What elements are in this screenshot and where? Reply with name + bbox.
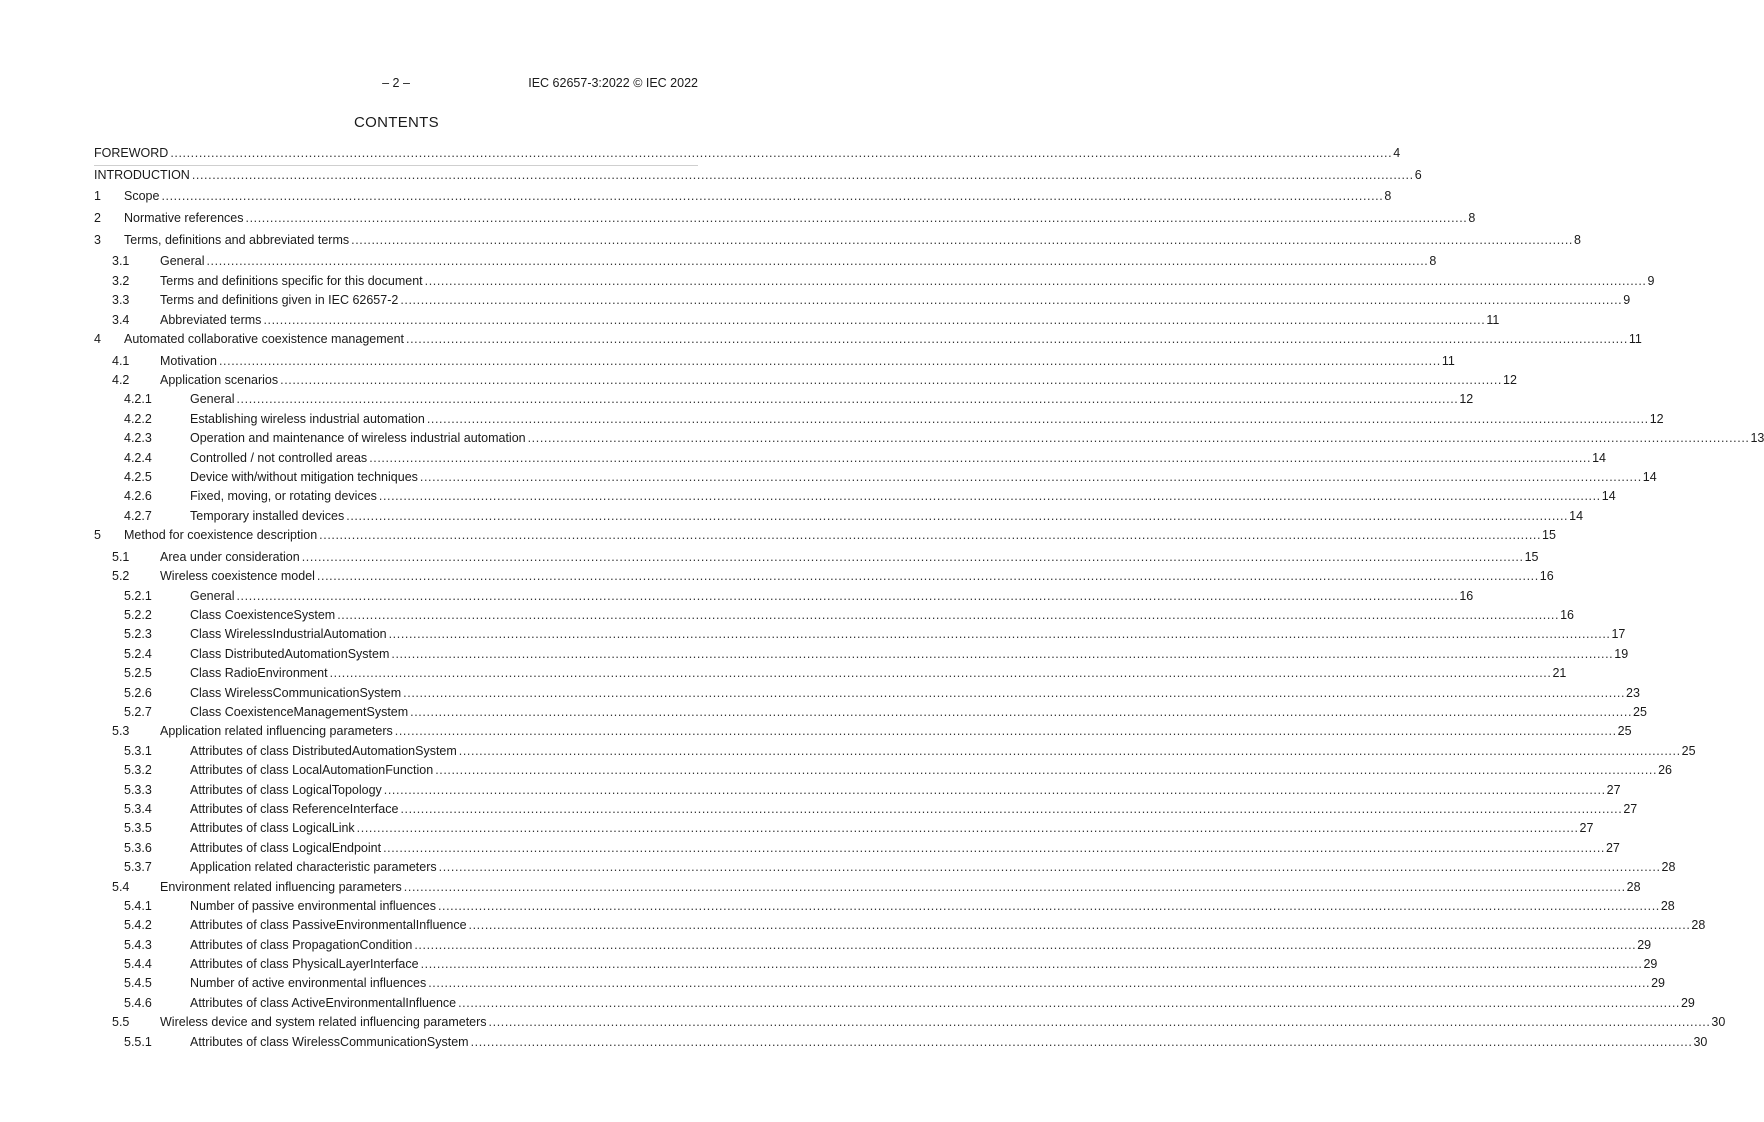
toc-entry-title: Fixed, moving, or rotating devices <box>190 489 377 504</box>
toc-entry[interactable] <box>94 390 1474 409</box>
toc-entry[interactable] <box>94 722 1632 741</box>
toc-entry-title: General <box>160 254 205 269</box>
dot-leader: ............................................................................................................................................................................................................................................................................................................ <box>316 569 1539 584</box>
toc-entry-number: 5.3.2 <box>124 763 152 778</box>
toc-entry-page: 29 <box>1637 937 1652 952</box>
toc-entry-line <box>190 918 1706 933</box>
toc-entry-line <box>160 373 1517 388</box>
toc-entry-page: 29 <box>1643 957 1658 972</box>
toc-entry-page: 13 <box>1750 431 1764 446</box>
toc-entry-title: General <box>190 588 235 603</box>
toc-entry-line <box>124 211 1476 226</box>
toc-entry[interactable] <box>94 606 1574 625</box>
toc-entry-number: 5.2.2 <box>124 608 152 623</box>
toc-entry-page: 23 <box>1626 685 1640 700</box>
toc-entry-page: 14 <box>1601 489 1616 504</box>
toc-entry-page: 12 <box>1503 373 1517 388</box>
toc-entry-line <box>190 646 1629 661</box>
toc-entry-line <box>160 312 1500 327</box>
dot-leader: ............................................................................................................................................................................................................................................................................................................ <box>383 782 1606 797</box>
toc-entry-title: Establishing wireless industrial automation <box>190 411 425 426</box>
toc-entry-title: Terms and definitions given in IEC 62657-2 <box>160 293 399 308</box>
toc-entry-page: 11 <box>1441 353 1455 368</box>
toc-entry-number: 5.3.5 <box>124 821 152 836</box>
dot-leader: ............................................................................................................................................................................................................................................................................................................ <box>400 801 1623 816</box>
toc-entry-title: Scope <box>124 189 160 204</box>
toc-entry-title: Number of active environmental influences <box>190 976 427 991</box>
toc-entry[interactable] <box>94 974 1666 993</box>
dot-leader: ............................................................................................................................................................................................................................................................................................................ <box>470 1034 1693 1049</box>
toc-entry-number: 5 <box>94 528 101 543</box>
dot-leader: ............................................................................................................................................................................................................................................................................................................ <box>414 937 1637 952</box>
toc-entry[interactable] <box>94 625 1626 644</box>
toc-entry-number: 5.4.3 <box>124 937 152 952</box>
dot-leader: ............................................................................................................................................................................................................................................................................................................ <box>435 763 1658 778</box>
toc-entry-number: 5.4.5 <box>124 976 152 991</box>
toc-entry-number: 5.3.1 <box>124 743 152 758</box>
dot-leader: ............................................................................................................................................................................................................................................................................................................ <box>419 470 1642 485</box>
toc-entry-number: 4 <box>94 332 101 346</box>
toc-entry-line <box>160 273 1655 288</box>
dot-leader: ............................................................................................................................................................................................................................................................................................................ <box>337 608 1560 623</box>
toc-entry-title: Attributes of class PropagationCondition <box>190 937 413 952</box>
toc-entry-line <box>124 528 1556 543</box>
dot-leader: ............................................................................................................................................................................................................................................................................................................ <box>369 450 1592 465</box>
toc-entry-title: Device with/without mitigation techniques <box>190 470 418 485</box>
dot-leader: ............................................................................................................................................................................................................................................................................................................ <box>319 528 1542 543</box>
toc-entry-title: Attributes of class LogicalLink <box>190 821 355 836</box>
toc-entry-title: Number of passive environmental influences <box>190 898 436 913</box>
dot-leader: ............................................................................................................................................................................................................................................................................................................ <box>236 392 1459 407</box>
toc-entry-number: 5.2 <box>112 569 130 584</box>
toc-entry-number: 4.2.4 <box>124 450 152 465</box>
dot-leader: ............................................................................................................................................................................................................................................................................................................ <box>420 957 1643 972</box>
toc-entry-line <box>160 353 1455 368</box>
dot-leader: ............................................................................................................................................................................................................................................................................................................ <box>438 860 1661 875</box>
toc-entry[interactable] <box>94 664 1567 683</box>
dot-leader: ............................................................................................................................................................................................................................................................................................................ <box>346 508 1569 523</box>
table-of-contents <box>94 144 1764 1052</box>
toc-entry-title: Attributes of class WirelessCommunicationSystem <box>190 1034 469 1049</box>
toc-entry-page: 27 <box>1605 840 1620 855</box>
dot-leader: ............................................................................................................................................................................................................................................................................................................ <box>400 293 1623 308</box>
toc-entry-page: 29 <box>1680 995 1695 1010</box>
toc-entry-line <box>190 743 1696 758</box>
toc-entry[interactable] <box>94 311 1500 330</box>
toc-entry-title: General <box>190 392 235 407</box>
toc-entry-page: 16 <box>1539 569 1554 584</box>
toc-entry-title: Attributes of class LocalAutomationFunction <box>190 763 434 778</box>
toc-entry[interactable] <box>94 187 1392 209</box>
toc-entry-page: 8 <box>1429 254 1437 269</box>
toc-entry[interactable] <box>94 468 1657 487</box>
toc-entry-title: Operation and maintenance of wireless industrial automation <box>190 431 526 446</box>
toc-entry-number: 5.4.1 <box>124 898 152 913</box>
toc-entry-title: Abbreviated terms <box>160 312 262 327</box>
dot-leader: ............................................................................................................................................................................................................................................................................................................ <box>378 489 1601 504</box>
page-number: – 2 – <box>382 76 410 90</box>
toc-entry-title: Controlled / not controlled areas <box>190 450 368 465</box>
toc-entry[interactable] <box>94 567 1554 586</box>
toc-entry-number: 3.1 <box>112 254 130 269</box>
toc-entry-page: 15 <box>1524 549 1539 564</box>
toc-entry-number: 5.4.2 <box>124 918 152 933</box>
toc-entry-title: Normative references <box>124 211 244 226</box>
toc-entry-title: Attributes of class LogicalTopology <box>190 782 382 797</box>
toc-entry[interactable] <box>94 897 1675 916</box>
toc-entry-page: 8 <box>1468 211 1476 226</box>
toc-entry-title: Motivation <box>160 353 217 368</box>
dot-leader: ............................................................................................................................................................................................................................................................................................................ <box>383 840 1605 855</box>
dot-leader: ............................................................................................................................................................................................................................................................................................................ <box>263 312 1486 327</box>
toc-entry[interactable] <box>94 252 1437 271</box>
toc-entry[interactable] <box>94 352 1455 371</box>
toc-entry-line <box>190 840 1620 855</box>
toc-entry-line <box>190 450 1606 465</box>
toc-entry-line <box>190 995 1695 1010</box>
toc-entry-number: 5.2.5 <box>124 666 152 681</box>
toc-entry[interactable] <box>94 231 1581 253</box>
toc-entry-number: 4.2.1 <box>124 392 152 407</box>
toc-entry[interactable] <box>94 272 1655 291</box>
toc-entry-page: 16 <box>1560 608 1574 623</box>
toc-entry-page: 8 <box>1384 189 1392 204</box>
dot-leader: ............................................................................................................................................................................................................................................................................................................ <box>301 549 1524 564</box>
toc-entry-number: 5.2.6 <box>124 685 152 700</box>
document-reference: IEC 62657-3:2022 © IEC 2022 <box>528 76 698 90</box>
dot-leader: ............................................................................................................................................................................................................................................................................................................ <box>280 373 1502 388</box>
dot-leader: ............................................................................................................................................................................................................................................................................................................ <box>403 685 1626 700</box>
toc-entry[interactable] <box>94 487 1616 506</box>
toc-entry-page: 25 <box>1681 743 1696 758</box>
toc-entry-page: 21 <box>1552 666 1567 681</box>
toc-entry[interactable] <box>94 144 1401 166</box>
toc-entry[interactable] <box>94 330 1642 352</box>
dot-leader: ............................................................................................................................................................................................................................................................................................................ <box>527 431 1750 446</box>
toc-entry-page: 29 <box>1651 976 1666 991</box>
toc-entry[interactable] <box>94 684 1640 703</box>
toc-entry-number: 3.3 <box>112 293 130 308</box>
contents-title: CONTENTS <box>354 114 439 131</box>
toc-entry-title: Environment related influencing parameters <box>160 879 402 894</box>
toc-entry[interactable] <box>94 429 1764 448</box>
toc-entry-page: 26 <box>1658 763 1672 778</box>
dot-leader: ............................................................................................................................................................................................................................................................................................................ <box>458 995 1680 1010</box>
toc-entry-number: 5.2.1 <box>124 588 152 603</box>
toc-entry-line <box>190 392 1474 407</box>
toc-entry-title: Attributes of class ReferenceInterface <box>190 801 399 816</box>
toc-entry-number: 4.2.2 <box>124 411 152 426</box>
toc-entry-page: 15 <box>1542 528 1556 543</box>
toc-entry-page: 19 <box>1614 646 1629 661</box>
toc-entry-number: 3 <box>94 232 101 247</box>
toc-entry-title: Terms and definitions specific for this document <box>160 273 423 288</box>
toc-entry-title: INTRODUCTION <box>94 167 190 182</box>
toc-entry[interactable] <box>94 1033 1708 1052</box>
toc-entry-title: Attributes of class DistributedAutomationSystem <box>190 743 457 758</box>
toc-entry-page: 28 <box>1691 918 1706 933</box>
toc-entry-title: Application scenarios <box>160 373 279 388</box>
dot-leader: ............................................................................................................................................................................................................................................................................................................ <box>406 332 1628 346</box>
toc-entry-page: 12 <box>1649 411 1664 426</box>
toc-entry[interactable] <box>94 878 1641 897</box>
toc-entry-page: 25 <box>1617 724 1632 739</box>
toc-entry[interactable] <box>94 742 1696 761</box>
toc-entry-line <box>190 705 1647 720</box>
toc-entry-line <box>190 782 1621 797</box>
dot-leader: ............................................................................................................................................................................................................................................................................................................ <box>351 232 1573 247</box>
toc-entry-title: Temporary installed devices <box>190 508 345 523</box>
dot-leader: ............................................................................................................................................................................................................................................................................................................ <box>428 976 1651 991</box>
toc-entry[interactable] <box>94 936 1652 955</box>
toc-entry[interactable] <box>94 410 1664 429</box>
toc-entry[interactable] <box>94 291 1631 310</box>
toc-entry-title: Terms, definitions and abbreviated terms <box>124 232 350 247</box>
toc-entry-number: 5.5 <box>112 1015 130 1030</box>
toc-entry[interactable] <box>94 209 1476 231</box>
toc-entry-number: 5.3.7 <box>124 860 152 875</box>
toc-entry-page: 28 <box>1661 860 1676 875</box>
toc-entry-page: 28 <box>1626 879 1641 894</box>
toc-entry-line <box>190 685 1640 700</box>
dot-leader: ............................................................................................................................................................................................................................................................................................................ <box>218 353 1441 368</box>
toc-entry-title: Attributes of class PassiveEnvironmentalInfluence <box>190 918 467 933</box>
toc-entry[interactable] <box>94 819 1594 838</box>
toc-entry-line <box>94 146 1401 160</box>
toc-entry-page: 12 <box>1459 392 1474 407</box>
toc-entry-title: Application related influencing parameters <box>160 724 393 739</box>
toc-entry[interactable] <box>94 1013 1726 1032</box>
toc-entry-page: 14 <box>1642 470 1657 485</box>
toc-entry-line <box>190 937 1652 952</box>
toc-entry-page: 16 <box>1459 588 1474 603</box>
toc-entry-line <box>124 332 1642 346</box>
toc-entry-page: 14 <box>1569 508 1584 523</box>
toc-entry-line <box>190 608 1574 623</box>
toc-entry-line <box>160 569 1554 584</box>
toc-entry[interactable] <box>94 994 1695 1013</box>
dot-leader: ............................................................................................................................................................................................................................................................................................................ <box>170 146 1393 160</box>
dot-leader: ............................................................................................................................................................................................................................................................................................................ <box>356 821 1579 836</box>
toc-entry[interactable] <box>94 955 1658 974</box>
toc-entry-line <box>190 801 1638 816</box>
toc-entry-line <box>190 508 1584 523</box>
toc-entry-title: Class CoexistenceManagementSystem <box>190 705 409 720</box>
toc-entry-title: FOREWORD <box>94 146 169 160</box>
toc-entry-line <box>190 763 1672 778</box>
toc-entry-number: 5.3.4 <box>124 801 152 816</box>
toc-entry-number: 5.4.4 <box>124 957 152 972</box>
toc-entry-number: 3.4 <box>112 312 130 327</box>
toc-entry-title: Application related characteristic parameters <box>190 860 437 875</box>
toc-entry-number: 5.2.7 <box>124 705 152 720</box>
toc-entry-line <box>190 627 1626 642</box>
toc-entry-line <box>190 1034 1708 1049</box>
toc-entry-page: 9 <box>1623 293 1631 308</box>
dot-leader: ............................................................................................................................................................................................................................................................................................................ <box>410 705 1633 720</box>
dot-leader: ............................................................................................................................................................................................................................................................................................................ <box>206 254 1429 269</box>
toc-entry-line <box>160 254 1437 269</box>
dot-leader: ............................................................................................................................................................................................................................................................................................................ <box>191 167 1414 182</box>
toc-entry-page: 25 <box>1633 705 1647 720</box>
toc-entry[interactable] <box>94 526 1556 548</box>
toc-entry-line <box>190 470 1657 485</box>
toc-entry-page: 27 <box>1606 782 1621 797</box>
toc-entry-line <box>190 411 1664 426</box>
toc-entry[interactable] <box>94 800 1638 819</box>
toc-entry-line <box>190 431 1764 446</box>
toc-entry-title: Class CoexistenceSystem <box>190 608 336 623</box>
toc-entry-number: 4.2.3 <box>124 431 152 446</box>
toc-entry-number: 5.3.3 <box>124 782 152 797</box>
toc-entry-number: 4.2.5 <box>124 470 152 485</box>
toc-entry-line <box>190 976 1666 991</box>
toc-entry-number: 4.1 <box>112 353 130 368</box>
dot-leader: ............................................................................................................................................................................................................................................................................................................ <box>391 646 1614 661</box>
toc-entry-title: Automated collaborative coexistence management <box>124 332 405 346</box>
dot-leader: ............................................................................................................................................................................................................................................................................................................ <box>468 918 1691 933</box>
toc-entry-page: 11 <box>1486 312 1500 327</box>
dot-leader: ............................................................................................................................................................................................................................................................................................................ <box>437 898 1660 913</box>
toc-entry-number: 3.2 <box>112 273 130 288</box>
toc-entry[interactable] <box>94 166 1422 188</box>
toc-entry-line <box>124 189 1392 204</box>
toc-entry-page: 30 <box>1693 1034 1708 1049</box>
toc-entry-title: Area under consideration <box>160 549 300 564</box>
toc-entry-page: 30 <box>1711 1015 1726 1030</box>
toc-entry[interactable] <box>94 548 1539 567</box>
toc-entry[interactable] <box>94 645 1629 664</box>
toc-entry-number: 5.4 <box>112 879 130 894</box>
toc-entry-title: Wireless device and system related influencing parameters <box>160 1015 487 1030</box>
toc-entry-line <box>124 232 1581 247</box>
toc-entry-page: 27 <box>1623 801 1638 816</box>
toc-entry[interactable] <box>94 761 1672 780</box>
toc-entry-title: Wireless coexistence model <box>160 569 315 584</box>
toc-entry-title: Attributes of class PhysicalLayerInterface <box>190 957 419 972</box>
dot-leader: ............................................................................................................................................................................................................................................................................................................ <box>388 627 1611 642</box>
toc-entry-number: 5.5.1 <box>124 1034 152 1049</box>
toc-entry-title: Class RadioEnvironment <box>190 666 328 681</box>
dot-leader: ............................................................................................................................................................................................................................................................................................................ <box>403 879 1626 894</box>
toc-entry[interactable] <box>94 703 1647 722</box>
toc-entry-page: 6 <box>1414 167 1422 182</box>
dot-leader: ............................................................................................................................................................................................................................................................................................................ <box>245 211 1468 226</box>
toc-entry[interactable] <box>94 781 1621 800</box>
toc-entry-page: 27 <box>1579 821 1594 836</box>
toc-entry-title: Class WirelessIndustrialAutomation <box>190 627 387 642</box>
toc-entry-number: 5.2.3 <box>124 627 152 642</box>
toc-entry[interactable] <box>94 371 1517 390</box>
toc-entry-number: 5.3.6 <box>124 840 152 855</box>
toc-entry-line <box>160 1015 1726 1030</box>
toc-entry-line <box>160 293 1631 308</box>
toc-entry-number: 5.1 <box>112 549 130 564</box>
dot-leader: ............................................................................................................................................................................................................................................................................................................ <box>236 588 1459 603</box>
toc-entry-line <box>190 898 1675 913</box>
toc-entry-title: Method for coexistence description <box>124 528 318 543</box>
toc-entry-page: 14 <box>1592 450 1606 465</box>
toc-entry-number: 5.2.4 <box>124 646 152 661</box>
page-header <box>94 76 698 92</box>
toc-entry-number: 4.2.6 <box>124 489 152 504</box>
toc-entry-number: 5.4.6 <box>124 995 152 1010</box>
dot-leader: ............................................................................................................................................................................................................................................................................................................ <box>394 724 1617 739</box>
toc-entry-line <box>190 957 1658 972</box>
toc-entry-number: 2 <box>94 211 101 226</box>
toc-entry-line <box>190 489 1616 504</box>
toc-entry-line <box>190 588 1474 603</box>
toc-entry-line <box>160 724 1632 739</box>
toc-entry[interactable] <box>94 858 1676 877</box>
toc-entry-page: 28 <box>1660 898 1675 913</box>
dot-leader: ............................................................................................................................................................................................................................................................................................................ <box>329 666 1552 681</box>
toc-entry-page: 8 <box>1574 232 1581 247</box>
toc-entry[interactable] <box>94 839 1620 858</box>
toc-entry-number: 4.2 <box>112 373 130 388</box>
dot-leader: ............................................................................................................................................................................................................................................................................................................ <box>424 273 1647 288</box>
toc-entry[interactable] <box>94 449 1606 468</box>
dot-leader: ............................................................................................................................................................................................................................................................................................................ <box>488 1015 1711 1030</box>
dot-leader: ............................................................................................................................................................................................................................................................................................................ <box>458 743 1681 758</box>
toc-entry-line <box>190 860 1676 875</box>
toc-entry[interactable] <box>94 916 1706 935</box>
toc-entry-line <box>190 821 1594 836</box>
toc-entry-number: 4.2.7 <box>124 508 152 523</box>
dot-leader: ............................................................................................................................................................................................................................................................................................................ <box>426 411 1649 426</box>
toc-entry-title: Attributes of class ActiveEnvironmentalInfluence <box>190 995 457 1010</box>
toc-entry-page: 11 <box>1628 332 1642 346</box>
toc-entry-line <box>94 167 1422 182</box>
toc-entry-page: 17 <box>1611 627 1626 642</box>
toc-entry[interactable] <box>94 507 1584 526</box>
toc-entry-line <box>190 666 1567 681</box>
toc-entry-title: Attributes of class LogicalEndpoint <box>190 840 382 855</box>
toc-entry[interactable] <box>94 587 1474 606</box>
dot-leader: ............................................................................................................................................................................................................................................................................................................ <box>161 189 1384 204</box>
toc-entry-title: Class DistributedAutomationSystem <box>190 646 390 661</box>
toc-entry-page: 9 <box>1647 273 1655 288</box>
toc-entry-page: 4 <box>1393 146 1401 160</box>
toc-entry-title: Class WirelessCommunicationSystem <box>190 685 402 700</box>
toc-entry-number: 1 <box>94 189 101 204</box>
toc-entry-line <box>160 549 1539 564</box>
toc-entry-number: 5.3 <box>112 724 130 739</box>
toc-entry-line <box>160 879 1641 894</box>
